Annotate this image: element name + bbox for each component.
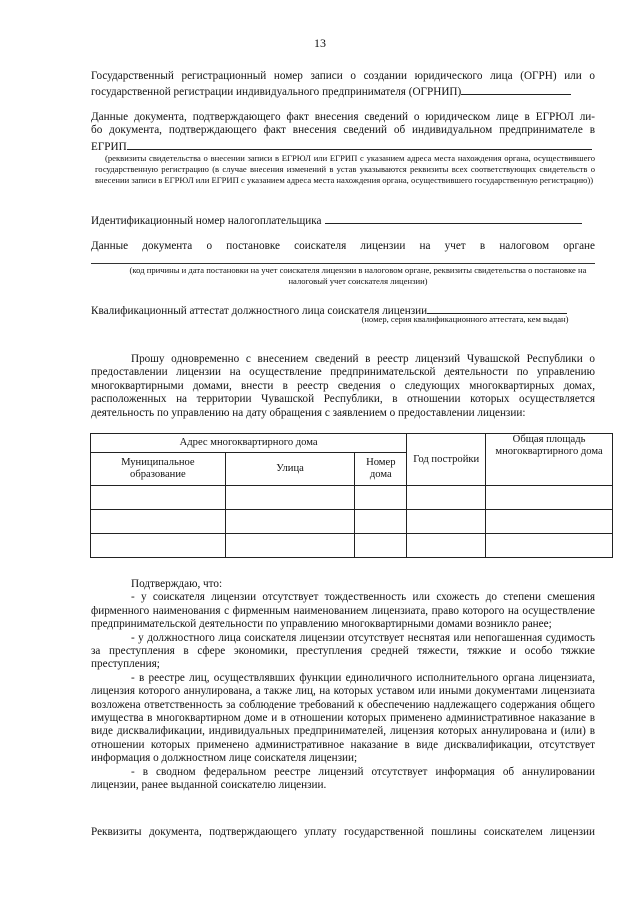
inn-block <box>91 212 595 228</box>
table-header-row <box>91 434 613 453</box>
table-row <box>91 510 613 534</box>
page-number: 13 <box>314 36 326 50</box>
table-cell[interactable] <box>91 510 226 534</box>
egrul-fill-field[interactable] <box>127 138 592 150</box>
table-cell[interactable] <box>91 534 226 558</box>
table-cell[interactable] <box>407 534 486 558</box>
tax-label: Данные документа о постановке соискателя лицензии на учет в налоговом органе <box>91 240 595 252</box>
table-cell[interactable] <box>225 534 355 558</box>
tax-note: (код причины и дата постановки на учет соискателя лицензии в налоговом органе, реквизиты свидетельства о постановке на налоговый учет соискателя лицензии) <box>129 265 587 286</box>
ogrn-line-2 <box>91 83 595 99</box>
header-municipality: Муниципальное образование <box>91 453 226 486</box>
table-cell[interactable] <box>355 486 407 510</box>
egrul-block <box>91 111 595 154</box>
payment-text: Реквизиты документа, подтверждающего уплату государственной пошлины соискателем лицензии <box>91 826 595 838</box>
table-row <box>91 486 613 510</box>
egrul-note: (реквизиты свидетельства о внесении записи в ЕГРЮЛ или ЕГРИП с указанием адреса места нахождения органа, осуществившего государственную регистрацию (в случае внесения изменений в устав указываются реквизиты всех соответствующих свидетельств о внесении записи в ЕГРЮЛ или ЕГРИП с указанием адреса места нахождения органа, осуществившего государственную регистрацию)) <box>95 153 595 185</box>
egrul-line-2: бо документа, подтверждающего факт внесения сведений об индивидуальном предпринимателе в <box>91 124 595 137</box>
qual-label: Квалификационный аттестат должностного лица соискателя лицензии <box>91 305 428 317</box>
egrul-line-3 <box>91 138 595 154</box>
confirm-intro: Подтверждаю, что: <box>131 578 223 590</box>
header-area: Общая площадь многоквартирного дома <box>486 434 613 486</box>
table-cell[interactable] <box>91 486 226 510</box>
ogrn-line-1: Государственный регистрационный номер записи о создании юридического лица (ОГРН) или о <box>91 70 595 82</box>
table-cell[interactable] <box>486 486 613 510</box>
confirm-item-1: - у соискателя лицензии отсутствует тождественность или схожесть до степени смешения фирменного наименования с фирменным наименованием лицензиата, право которого на осуществление предпринимательской деятельности по управлению многоквартирными домами возникло ранее; <box>91 591 595 631</box>
egrul-line-3-text: ЕГРИП <box>91 140 127 153</box>
request-block <box>91 353 595 420</box>
confirm-item-3: - в реестре лиц, осуществлявших функции единоличного исполнительного органа лицензиата, лицензия которого аннулирована, а также лиц, на которых уставом или иными документами лицензиата возложена ответственность за соблюдение требований к обеспечению надлежащего содержания общего имущества в многоквартирном доме и в отношении которых применено административное наказание в виде дисквалификации, индивидуальных предпринимателей, лицензия которых аннулирована и (или) в отношении которых применено административное наказание в виде дисквалификации, отсутствует информация о должностном лице соискателя лицензии; <box>91 671 595 765</box>
confirm-item-4: - в сводном федеральном реестре лицензий отсутствует информация об аннулировании лицензии, ранее выданной соискателю лицензии. <box>91 765 595 792</box>
qual-note: (номер, серия квалификационного аттестата, кем выдан) <box>361 314 569 324</box>
table-cell[interactable] <box>486 534 613 558</box>
header-address: Адрес многоквартирного дома <box>91 434 407 453</box>
egrul-line-1: Данные документа, подтверждающего факт внесения сведений о юридическом лице в ЕГРЮЛ ли- <box>91 111 595 123</box>
table-cell[interactable] <box>486 510 613 534</box>
table-row <box>91 534 613 558</box>
ogrn-line-2-text: государственной регистрации индивидуального предпринимателя (ОГРНИП) <box>91 86 462 99</box>
header-year: Год постройки <box>407 434 486 486</box>
inn-fill-field[interactable] <box>325 212 582 224</box>
table-cell[interactable] <box>355 510 407 534</box>
qual-fill-field[interactable] <box>427 302 567 314</box>
ogrn-fill-field[interactable] <box>461 83 571 95</box>
tax-fill-line[interactable] <box>91 263 595 264</box>
header-street: Улица <box>225 453 355 486</box>
table-cell[interactable] <box>407 486 486 510</box>
confirm-item-2: - у должностного лица соискателя лицензии отсутствует неснятая или непогашенная судимость за преступления в сфере экономики, преступления средней тяжести, тяжкие и особо тяжкие преступления; <box>91 631 595 671</box>
header-house-number: Номер дома <box>355 453 407 486</box>
confirm-block <box>91 578 595 793</box>
houses-table <box>90 433 613 558</box>
table-cell[interactable] <box>407 510 486 534</box>
request-text: Прошу одновременно с внесением сведений в реестр лицензий Чувашской Республики о предоставлении лицензии на осуществление предпринимательской деятельности по управлению многоквартирными домами, внести в реестр сведения о следующих многоквартирных домах, расположенных на территории Чувашской Республики, в отношении которых осуществляется деятельность по управлению на дату обращения с заявлением о предоставлении лицензии: <box>91 353 595 419</box>
table-cell[interactable] <box>225 510 355 534</box>
ogrn-block <box>91 70 595 100</box>
table-cell[interactable] <box>355 534 407 558</box>
table-cell[interactable] <box>225 486 355 510</box>
inn-label: Идентификационный номер налогоплательщика <box>91 215 322 227</box>
